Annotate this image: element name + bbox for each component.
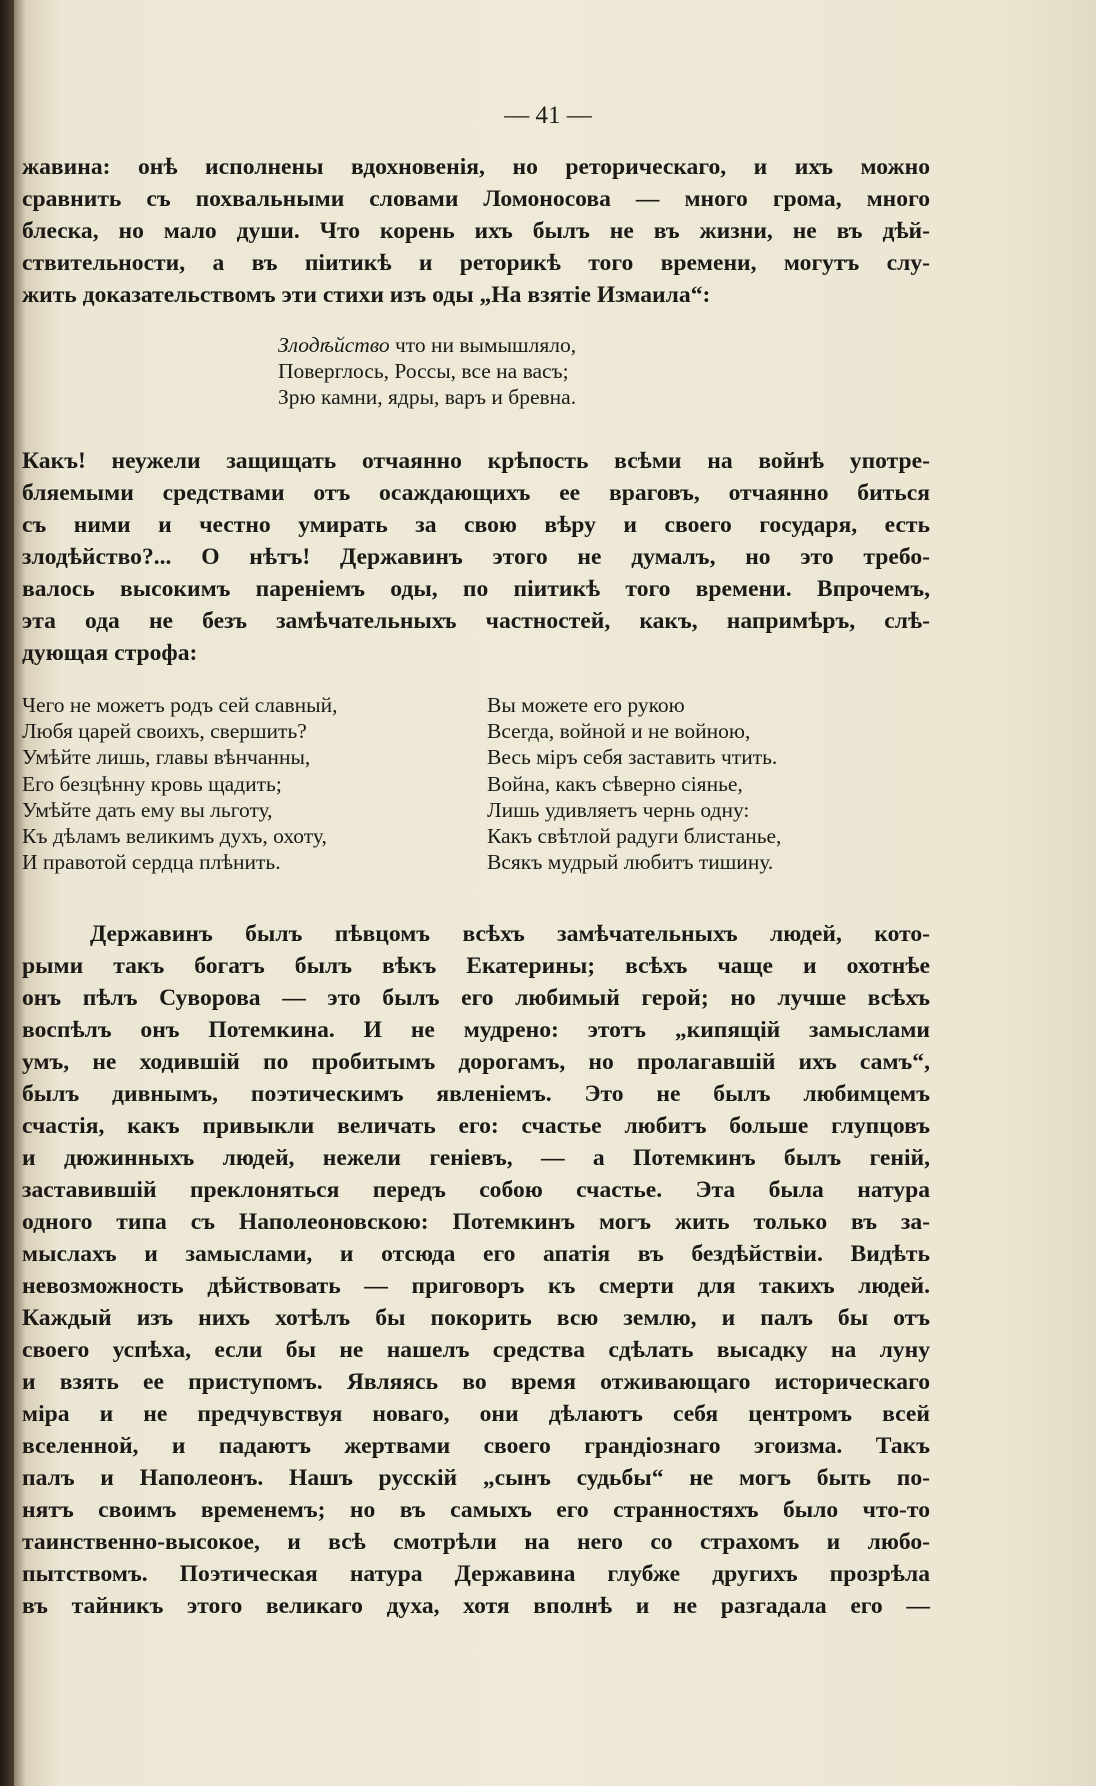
text-line: невозможность дѣйствовать — приговоръ къ смерти для такихъ людей. — [22, 1273, 930, 1299]
text-line: сравнить съ похвальными словами Ломоносова — много грома, много — [22, 186, 930, 212]
text-line: съ ними и честно умирать за свою вѣру и своего государя, есть — [22, 512, 930, 538]
text-line: таинственно-высокое, и всѣ смотрѣли на него со страхомъ и любо- — [22, 1529, 930, 1555]
verse-line: Весь міръ себя заставить чтить. — [487, 745, 778, 770]
text-line: міра и не предчувствуя новаго, они дѣлаютъ себя центромъ всей — [22, 1401, 930, 1427]
verse-line: Лишь удивляетъ чернь одну: — [487, 797, 750, 822]
text-line: вселенной, и падаютъ жертвами своего грандіознаго эгоизма. Такъ — [22, 1433, 930, 1459]
text-line: злодѣйство?... О нѣтъ! Державинъ этого не думалъ, но это требо- — [22, 544, 930, 570]
text-line: палъ и Наполеонъ. Нашъ русскій „сынъ судьбы“ не могъ быть по- — [22, 1465, 930, 1491]
text-line: Каждый изъ нихъ хотѣлъ бы покорить всю землю, и палъ бы отъ — [22, 1305, 930, 1331]
text-line: Державинъ былъ пѣвцомъ всѣхъ замѣчательныхъ людей, кото- — [90, 921, 930, 947]
text-line: жить доказательствомъ эти стихи изъ оды „На взятіе Измаила“: — [22, 282, 711, 308]
text-line: въ тайникъ этого великаго духа, хотя вполнѣ и не разгадала его — — [22, 1593, 930, 1619]
verse-line: Какъ свѣтлой радуги блистанье, — [487, 824, 782, 849]
verse-quote-1 — [278, 332, 576, 410]
text-line: и дюжинныхъ людей, нежели геніевъ, — а Потемкинъ былъ геній, — [22, 1145, 930, 1171]
verse-line: Къ дѣламъ великимъ духъ, охоту, — [22, 824, 327, 849]
text-line: бляемыми средствами отъ осаждающихъ ее враговъ, отчаянно биться — [22, 480, 930, 506]
text-line: пытствомъ. Поэтическая натура Державина глубже другихъ прозрѣла — [22, 1561, 930, 1587]
verse-line: Вы можете его рукою — [487, 693, 685, 717]
italic-word: Злодѣйство — [278, 333, 390, 357]
text-line: онъ пѣлъ Суворова — это былъ его любимый герой; но лучше всѣхъ — [22, 985, 930, 1011]
text-line: одного типа съ Наполеоновскою: Потемкинъ могъ жить только въ за- — [22, 1209, 930, 1235]
verse-line: Зрю камни, ядры, варъ и бревна. — [278, 385, 577, 409]
text-line: своего успѣха, если бы не нашелъ средства сдѣлать высадку на луну — [22, 1337, 930, 1363]
text-line: умъ, не ходившій по пробитымъ дорогамъ, но пролагавшій ихъ самъ“, — [22, 1049, 930, 1075]
verse-line: Поверглось, Россы, все на васъ; — [278, 359, 569, 383]
paragraph-2 — [22, 445, 930, 669]
verse-line — [278, 332, 576, 358]
paragraph-3 — [22, 918, 930, 1622]
text-line: Какъ! неужели защищать отчаянно крѣпость всѣми на войнѣ употре- — [22, 448, 930, 474]
verse-line: И правотой сердца плѣнить. — [22, 850, 281, 875]
text-line: мыслахъ и замыслами, и отсюда его апатія въ бездѣйствіи. Видѣть — [22, 1241, 930, 1267]
text-line: ствительности, а въ піитикѣ и реторикѣ того времени, могутъ слу- — [22, 250, 930, 276]
page-number: — 41 — — [504, 102, 592, 129]
text-line: дующая строфа: — [22, 640, 198, 666]
text-line: валось высокимъ пареніемъ оды, по піитикѣ того времени. Впрочемъ, — [22, 576, 930, 602]
text-line: рыми такъ богатъ былъ вѣкъ Екатерины; всѣхъ чаще и охотнѣе — [22, 953, 930, 979]
text-line: нятъ своимъ временемъ; но въ самыхъ его странностяхъ было что-то — [22, 1497, 930, 1523]
text-line: и взять ее приступомъ. Являясь во время отживающаго историческаго — [22, 1369, 930, 1395]
verse-line: Его безцѣнну кровь щадить; — [22, 771, 282, 796]
page-binding-edge — [0, 0, 14, 1786]
verse-line-rest: что ни вымышляло, — [389, 333, 577, 357]
verse-stanza-left — [22, 692, 338, 875]
text-line: блеска, но мало души. Что корень ихъ былъ не въ жизни, не въ дѣй- — [22, 218, 930, 244]
text-line: жавина: онѣ исполнены вдохновенія, но реторическаго, и ихъ можно — [22, 154, 930, 180]
verse-line: Умѣйте дать ему вы льготу, — [22, 797, 273, 822]
verse-line: Любя царей своихъ, свершить? — [22, 719, 307, 744]
text-line: эта ода не безъ замѣчательныхъ частностей, какъ, напримѣръ, слѣ- — [22, 608, 930, 634]
verse-line: Чего не можетъ родъ сей славный, — [22, 693, 338, 717]
verse-line: Умѣйте лишь, главы вѣнчанны, — [22, 745, 311, 770]
verse-line: Всегда, войной и не войною, — [487, 719, 751, 744]
verse-stanza-right — [487, 692, 781, 875]
text-line: воспѣлъ онъ Потемкина. И не мудрено: этотъ „кипящій замыслами — [22, 1017, 930, 1043]
paragraph-1 — [22, 151, 930, 311]
text-line: былъ дивнымъ, поэтическимъ явленіемъ. Это не былъ любимцемъ — [22, 1081, 930, 1107]
text-line: счастія, какъ привыкли величать его: счастье любитъ больше глупцовъ — [22, 1113, 930, 1139]
verse-line: Война, какъ сѣверно сіянье, — [487, 771, 743, 796]
verse-line: Всякъ мудрый любитъ тишину. — [487, 850, 774, 875]
text-line: заставившій преклоняться передъ собою счастье. Эта была натура — [22, 1177, 930, 1203]
